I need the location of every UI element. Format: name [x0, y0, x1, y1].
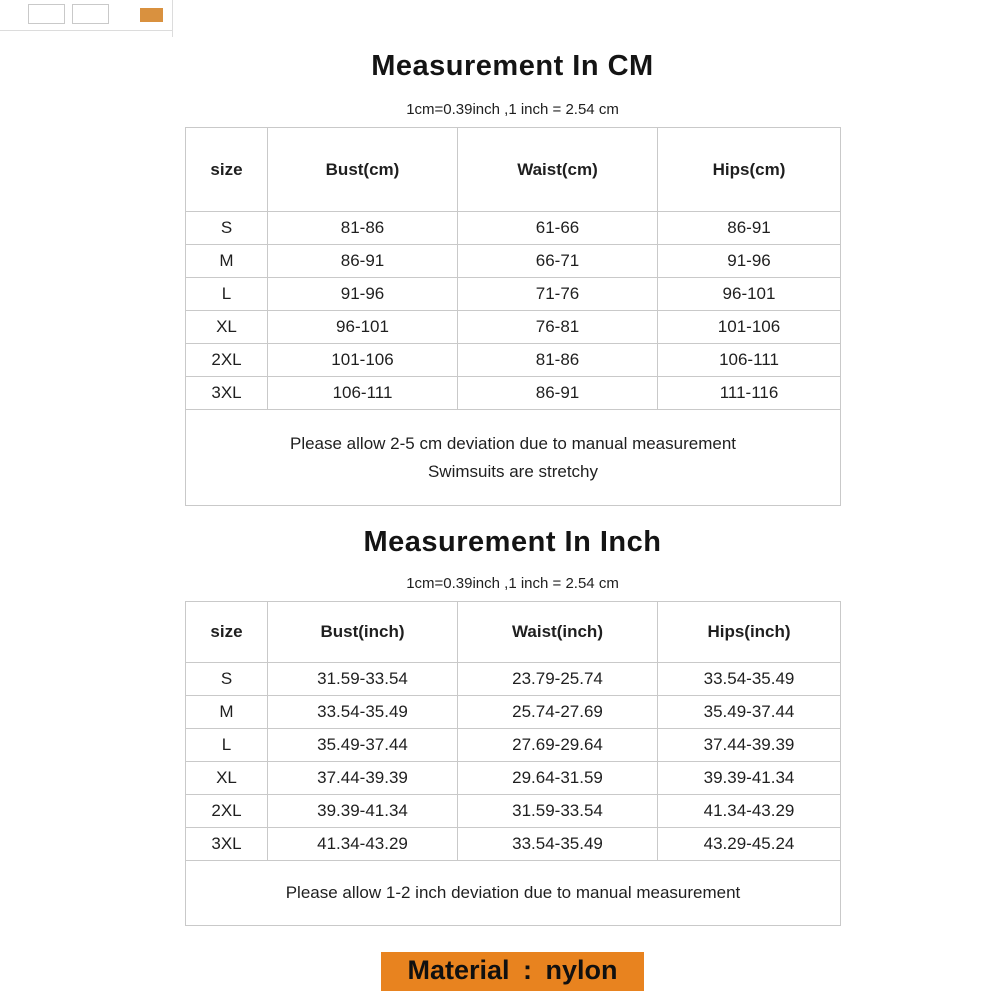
cell-size: L — [186, 278, 268, 311]
cell-bust: 33.54-35.49 — [268, 696, 458, 729]
inch-header-bust: Bust(inch) — [268, 602, 458, 663]
fragment-box-2 — [72, 4, 109, 24]
cell-hips: 111-116 — [658, 377, 841, 410]
cell-waist: 33.54-35.49 — [458, 828, 658, 861]
cm-header-hips: Hips(cm) — [658, 128, 841, 212]
cell-bust: 106-111 — [268, 377, 458, 410]
cell-size: XL — [186, 762, 268, 795]
cell-size: L — [186, 729, 268, 762]
cell-bust: 37.44-39.39 — [268, 762, 458, 795]
cell-hips: 37.44-39.39 — [658, 729, 841, 762]
inch-title: Measurement In Inch — [363, 526, 662, 558]
inch-row-3xl — [186, 828, 841, 861]
cm-row-l — [186, 278, 841, 311]
cell-size: 2XL — [186, 795, 268, 828]
inch-row-2xl — [186, 795, 841, 828]
cm-note-deviation: Please allow 2-5 cm deviation due to manual measurement — [289, 433, 737, 453]
cell-hips: 43.29-45.24 — [658, 828, 841, 861]
cell-size: S — [186, 212, 268, 245]
cell-hips: 96-101 — [658, 278, 841, 311]
cm-subtitle: 1cm=0.39inch ,1 inch = 2.54 cm — [406, 101, 619, 118]
cm-row-xl — [186, 311, 841, 344]
cm-header-row — [186, 128, 841, 212]
cell-waist: 29.64-31.59 — [458, 762, 658, 795]
material-banner-wrap — [185, 952, 840, 991]
cell-bust: 35.49-37.44 — [268, 729, 458, 762]
inch-header-waist: Waist(inch) — [458, 602, 658, 663]
inch-header-hips: Hips(inch) — [658, 602, 841, 663]
material-label: Material : nylon — [407, 955, 618, 985]
inch-size-table — [185, 601, 841, 926]
cell-waist: 71-76 — [458, 278, 658, 311]
inch-header-size: size — [186, 602, 268, 663]
cm-notes-row — [186, 410, 841, 506]
cell-waist: 31.59-33.54 — [458, 795, 658, 828]
cm-header-bust: Bust(cm) — [268, 128, 458, 212]
cm-note-stretchy: Swimsuits are stretchy — [427, 461, 599, 481]
inch-row-m — [186, 696, 841, 729]
cell-size: 3XL — [186, 828, 268, 861]
cell-bust: 91-96 — [268, 278, 458, 311]
inch-row-s — [186, 663, 841, 696]
cell-size: 3XL — [186, 377, 268, 410]
inch-header-row — [186, 602, 841, 663]
cell-waist: 76-81 — [458, 311, 658, 344]
inch-section — [185, 526, 840, 926]
cell-hips: 91-96 — [658, 245, 841, 278]
fragment-box-1 — [28, 4, 65, 24]
cell-waist: 25.74-27.69 — [458, 696, 658, 729]
cell-size: S — [186, 663, 268, 696]
cm-size-table — [185, 127, 841, 506]
cell-size: XL — [186, 311, 268, 344]
inch-row-xl — [186, 762, 841, 795]
cell-hips: 41.34-43.29 — [658, 795, 841, 828]
cm-title: Measurement In CM — [371, 50, 654, 82]
cm-header-size: size — [186, 128, 268, 212]
cell-hips: 106-111 — [658, 344, 841, 377]
inch-subtitle: 1cm=0.39inch ,1 inch = 2.54 cm — [406, 575, 619, 592]
fragment-thumbnail — [140, 8, 163, 22]
cm-row-2xl — [186, 344, 841, 377]
cell-hips: 86-91 — [658, 212, 841, 245]
cell-waist: 66-71 — [458, 245, 658, 278]
cell-waist: 86-91 — [458, 377, 658, 410]
material-banner — [381, 952, 643, 991]
inch-row-l — [186, 729, 841, 762]
cell-waist: 81-86 — [458, 344, 658, 377]
cell-bust: 81-86 — [268, 212, 458, 245]
cell-bust: 101-106 — [268, 344, 458, 377]
cm-notes-cell — [186, 410, 841, 506]
size-chart-content — [185, 0, 840, 991]
cell-waist: 23.79-25.74 — [458, 663, 658, 696]
cell-hips: 101-106 — [658, 311, 841, 344]
cell-waist: 27.69-29.64 — [458, 729, 658, 762]
cm-section — [185, 50, 840, 506]
cm-row-s — [186, 212, 841, 245]
cell-bust: 31.59-33.54 — [268, 663, 458, 696]
cell-bust: 41.34-43.29 — [268, 828, 458, 861]
fragment-divider — [172, 0, 173, 37]
cell-size: M — [186, 696, 268, 729]
cm-row-3xl — [186, 377, 841, 410]
cell-size: M — [186, 245, 268, 278]
cell-hips: 35.49-37.44 — [658, 696, 841, 729]
inch-notes-row — [186, 861, 841, 926]
cell-bust: 86-91 — [268, 245, 458, 278]
cell-hips: 33.54-35.49 — [658, 663, 841, 696]
cell-bust: 96-101 — [268, 311, 458, 344]
cell-waist: 61-66 — [458, 212, 658, 245]
cell-size: 2XL — [186, 344, 268, 377]
cropped-ui-fragment — [0, 0, 173, 31]
cm-row-m — [186, 245, 841, 278]
inch-notes-cell — [186, 861, 841, 926]
cm-header-waist: Waist(cm) — [458, 128, 658, 212]
cell-hips: 39.39-41.34 — [658, 762, 841, 795]
cell-bust: 39.39-41.34 — [268, 795, 458, 828]
inch-note-deviation: Please allow 1-2 inch deviation due to manual measurement — [285, 883, 741, 902]
